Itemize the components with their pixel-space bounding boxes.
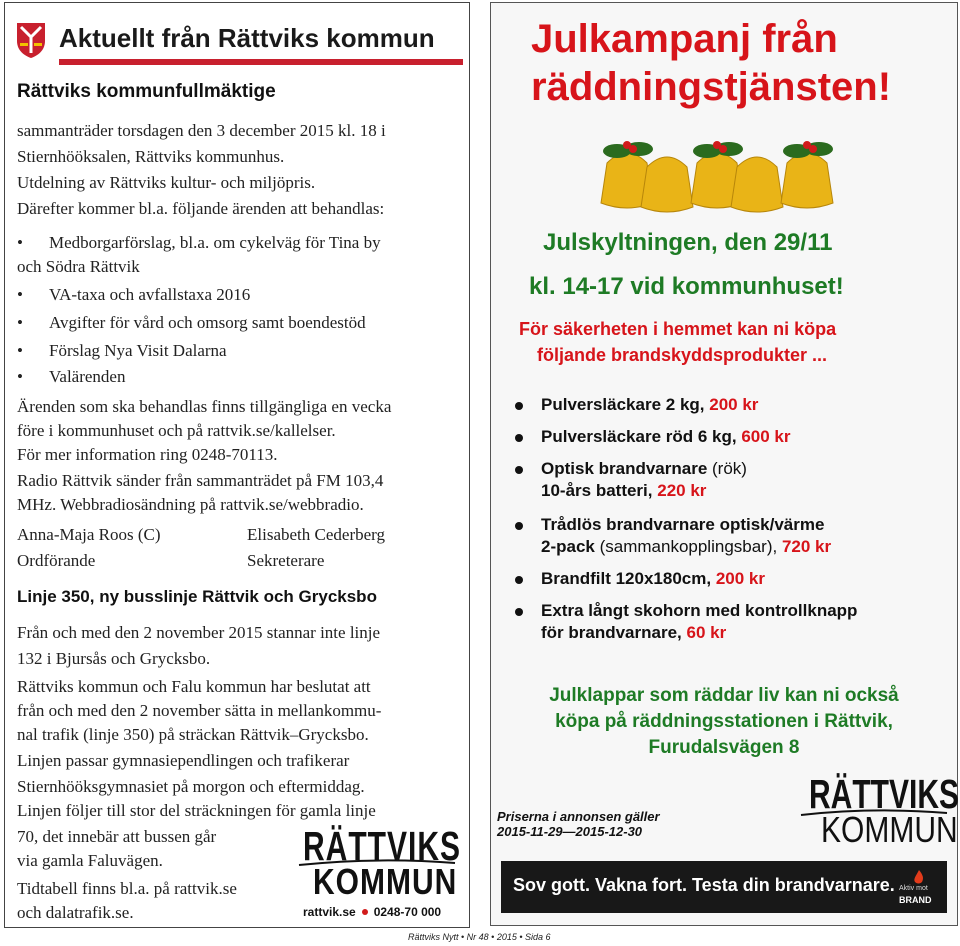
gift-line: Julklappar som räddar liv kan ni också (549, 685, 899, 706)
ad-municipality-logo: RÄTTVIKS KOMMUN (791, 765, 960, 855)
logo-contact: rattvik.se 0248-70 000 (303, 905, 442, 919)
intro-line: För säkerheten i hemmet kan ni köpa (519, 319, 837, 339)
meeting-note-line: Ärenden som ska behandlas finns tillgängliga en vecka (17, 397, 392, 416)
product-item-continued: 10-års batteri, 220 kr (541, 481, 707, 500)
ad-title-line: Julkampanj från (531, 17, 838, 61)
bus-line: via gamla Faluvägen. (17, 851, 163, 870)
meeting-intro-line: Stiernhööksalen, Rättviks kommunhus. (17, 147, 285, 166)
slogan-text: Sov gott. Vakna fort. Testa din brandvarnare. (513, 875, 895, 895)
right-ad-panel (490, 2, 958, 926)
product-item-continued: för brandvarnare, 60 kr (541, 623, 727, 642)
meeting-note-line: före i kommunhuset och på rattvik.se/kallelser. (17, 421, 336, 440)
bus-line: Tidtabell finns bl.a. på rattvik.se (17, 879, 237, 898)
signature-name: Anna-Maja Roos (C) (17, 525, 161, 544)
ad-title-line: räddningstjänsten! (531, 65, 892, 109)
signature-name: Elisabeth Cederberg (247, 525, 386, 544)
bus-line: och dalatrafik.se. (17, 903, 134, 922)
intro-line: följande brandskyddsprodukter ... (537, 345, 828, 365)
meeting-note-line: Radio Rättvik sänder från sammanträdet på FM 103,4 (17, 471, 384, 490)
product-item: Pulversläckare 2 kg, 200 kr (541, 395, 758, 415)
bus-line: 132 i Bjursås och Grycksbo. (17, 649, 211, 668)
municipal-crest-icon (15, 21, 47, 59)
christmas-bells-icon (587, 133, 847, 229)
meeting-heading: Rättviks kommunfullmäktige (17, 81, 276, 102)
gift-line: köpa på räddningsstationen i Rättvik, (555, 711, 893, 732)
meeting-note-line: MHz. Webbradiosändning på rattvik.se/webbradio. (17, 495, 364, 514)
meeting-intro-line: Utdelning av Rättviks kultur- och miljöpris. (17, 173, 316, 192)
product-item-continued: 2-pack (sammankopplingsbar), 720 kr (541, 537, 832, 556)
meeting-intro-line: sammanträder torsdagen den 3 december 2015 kl. 18 i (17, 121, 386, 140)
left-article-panel: Aktuellt från Rättviks kommun Rättviks kommunfullmäktige sammanträder torsdagen den 3 december 2015 kl. 18 i Stiernhööksalen, Rättviks kommunhus. Utdelning av Rättviks kultur- och miljöpris. Därefter kommer bl.a. följande ärenden att behandlas: • Medborgarförslag, bl.a. om cykelväg för Tina by och Södra Rättvik • VA-taxa och avfallstaxa 2016 • Avgifter för vård och omsorg samt boendestöd • Förslag Nya Visit Dalarna • Valärenden Ärenden som ska behandlas finns tillgängliga en vecka före i kommunhuset och på rattvik.se/kallelser. För mer information ring 0248-70113. Radio Rättvik sänder från sammanträdet på FM 103,4 MHz. Webbradiosändning på rattvik.se/webbradio. Anna-Maja Roos (C) Ordförande Elisabeth Cederberg Sekreterare Linje 350, ny busslinje Rättvik och Grycksbo Från och med den 2 november 2015 stannar inte linje 132 i Bjursås och Grycksbo. Rättviks kommun och Falu kommun har beslutat att från och med den 2 november sätta in mellankommu- nal trafik (linje 350) på sträckan Rättvik–Grycksbo. Linjen passar gymnasiependlingen och trafikerar Stiernhööksgymnasiet på morgon och eftermiddag. Linjen följer till stor del sträckningen för gamla linje 70, det innebär att bussen går via gamla Faluvägen. Tidtabell finns bl.a. på rattvik.se och dalatrafik.se. RÄTTVIKS KOMMUN rattvik.se 0248-70 000 (4, 2, 470, 928)
price-validity: Priserna i annonsen gäller 2015-11-29—2015-12-30 (497, 809, 660, 839)
municipality-logo: RÄTTVIKS KOMMUN rattvik.se 0248-70 000 (295, 823, 465, 913)
event-line: kl. 14-17 vid kommunhuset! (529, 273, 844, 300)
page-footer: Rättviks Nytt • Nr 48 • 2015 • Sida 6 (408, 932, 551, 942)
banner-rule (59, 59, 463, 65)
news-banner (11, 13, 467, 65)
bus-line: Linjen följer till stor del sträckningen för gamla linje (17, 801, 376, 820)
slogan-bar (501, 861, 947, 913)
product-item: Optisk brandvarnare (rök) (541, 459, 747, 479)
bus-line: Stiernhööksgymnasiet på morgon och eftermiddag. (17, 777, 365, 796)
meeting-intro-line: Därefter kommer bl.a. följande ärenden att behandlas: (17, 199, 385, 218)
product-item: Trådlös brandvarnare optisk/värme (541, 515, 824, 535)
meeting-note-line: För mer information ring 0248-70113. (17, 445, 278, 464)
banner-title: Aktuellt från Rättviks kommun (59, 23, 435, 53)
bus-line: Rättviks kommun och Falu kommun har beslutat att (17, 677, 371, 696)
bus-line: Linjen passar gymnasiependlingen och trafikerar (17, 751, 350, 770)
product-item: Extra långt skohorn med kontrollknapp (541, 601, 857, 621)
product-item: Brandfilt 120x180cm, 200 kr (541, 569, 765, 589)
product-item: Pulversläckare röd 6 kg, 600 kr (541, 427, 791, 447)
event-line: Julskyltningen, den 29/11 (543, 229, 833, 256)
aktiv-mot-brand-logo: Aktiv mot BRAND (899, 869, 939, 907)
bus-line: 70, det innebär att bussen går (17, 827, 217, 846)
signature-role: Ordförande (17, 551, 96, 570)
bus-line: från och med den 2 november sätta in mellankommu- (17, 701, 382, 720)
bus-heading: Linje 350, ny busslinje Rättvik och Grycksbo (17, 587, 377, 606)
signature-role: Sekreterare (247, 551, 325, 570)
bus-line: Från och med den 2 november 2015 stannar inte linje (17, 623, 381, 642)
gift-line: Furudalsvägen 8 (648, 737, 800, 758)
flame-icon (911, 869, 927, 885)
bus-line: nal trafik (linje 350) på sträckan Rättvik–Grycksbo. (17, 725, 369, 744)
